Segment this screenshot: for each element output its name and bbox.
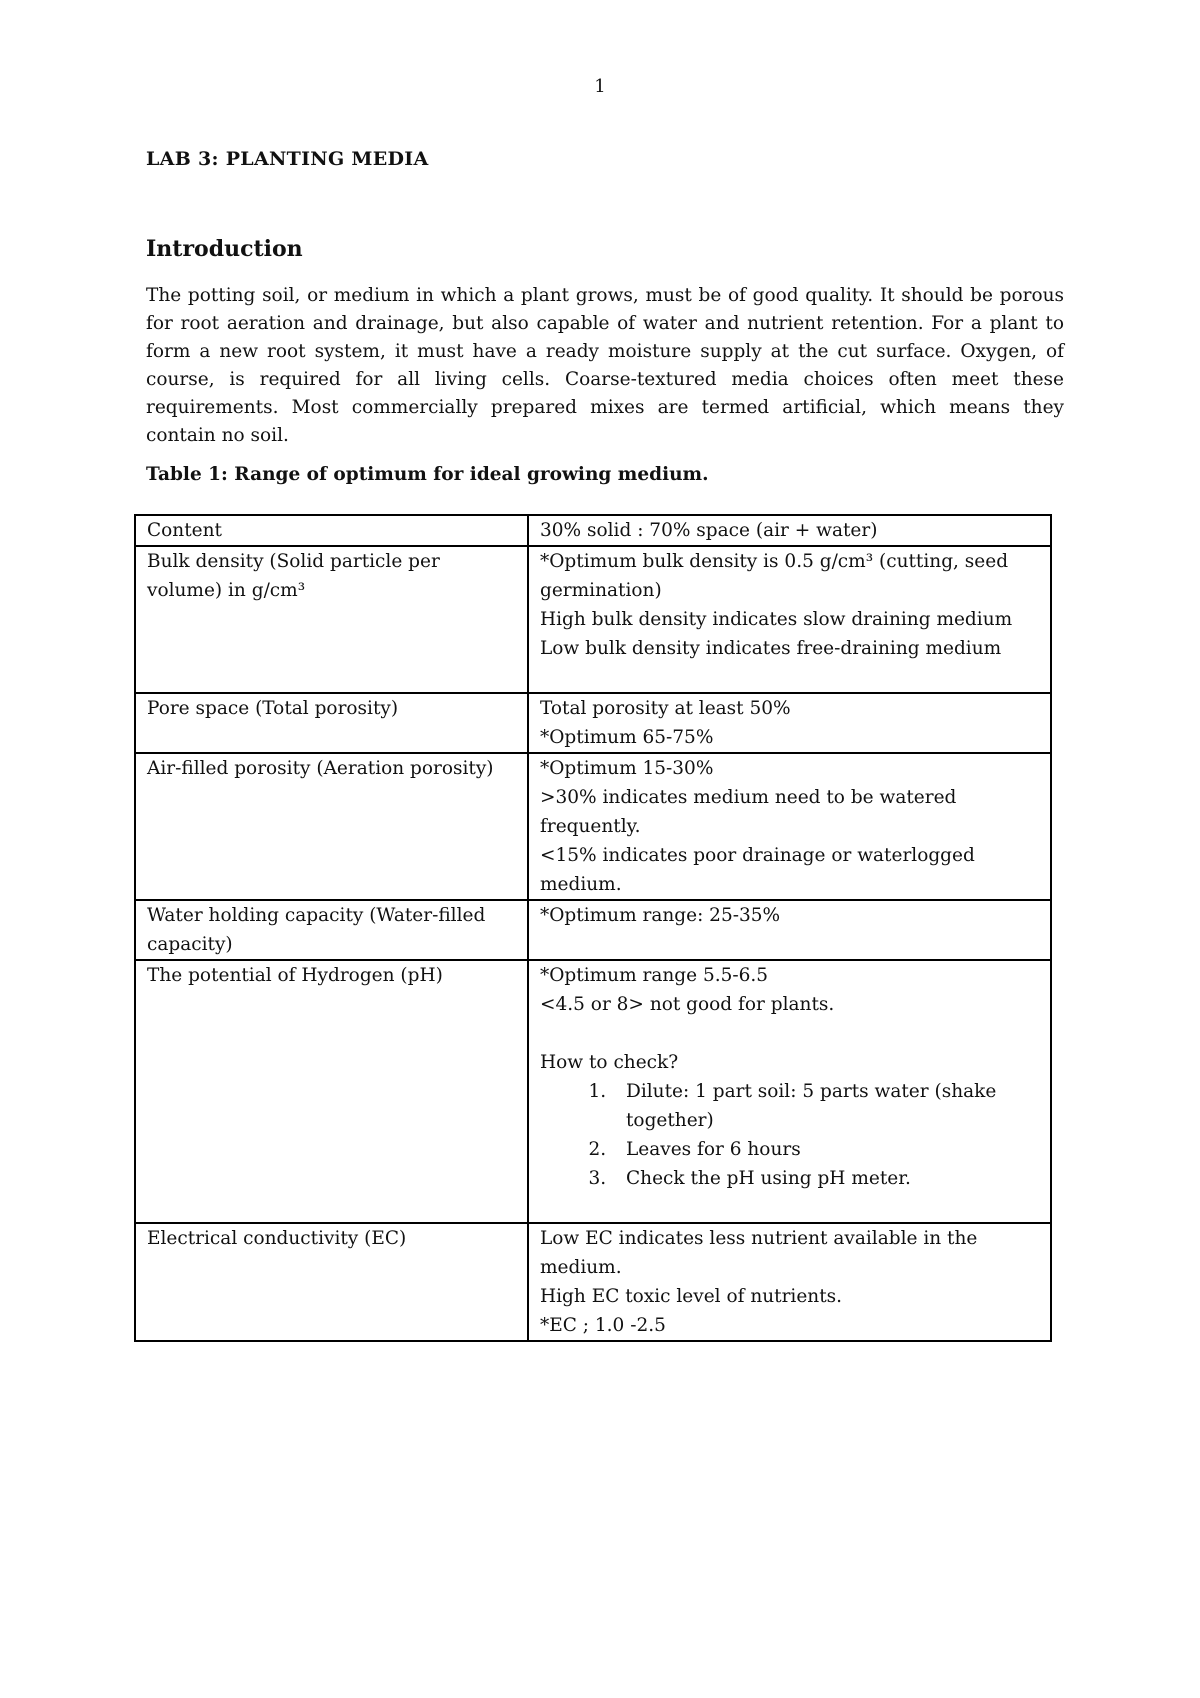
- parameter-cell: Content: [135, 515, 528, 546]
- parameter-cell: Water holding capacity (Water-filled capacity): [135, 900, 528, 960]
- list-item: 1. Dilute: 1 part soil: 5 parts water (shake together): [612, 1077, 1040, 1135]
- value-cell: [528, 515, 1051, 546]
- table-row: [135, 960, 1051, 1223]
- table-row: [135, 900, 1051, 960]
- growing-medium-table: [134, 514, 1052, 1342]
- value-line: *Optimum range: 25-35%: [540, 905, 781, 926]
- cell-spacer: [540, 663, 1040, 692]
- value-line: Total porosity at least 50%: [540, 698, 791, 719]
- value-cell: [528, 1223, 1051, 1341]
- value-line: *EC ; 1.0 -2.5: [540, 1315, 666, 1336]
- value-cell: [528, 753, 1051, 900]
- introduction-heading: Introduction: [146, 236, 303, 262]
- table-row: [135, 546, 1051, 693]
- parameter-cell: Bulk density (Solid particle per volume) in g/cm³: [135, 546, 528, 693]
- table-row: [135, 693, 1051, 753]
- cell-spacer: [540, 1193, 1040, 1222]
- ph-check-steps: [540, 1077, 1040, 1193]
- value-cell: [528, 900, 1051, 960]
- lab-title: LAB 3: PLANTING MEDIA: [146, 148, 429, 170]
- parameter-cell: The potential of Hydrogen (pH): [135, 960, 528, 1223]
- value-line: <4.5 or 8> not good for plants.: [540, 994, 835, 1015]
- value-cell: [528, 693, 1051, 753]
- page-number: 1: [594, 76, 606, 97]
- table-row: [135, 753, 1051, 900]
- value-line: 30% solid : 70% space (air + water): [540, 520, 878, 541]
- value-line: Low bulk density indicates free-draining medium: [540, 638, 1002, 659]
- value-line: <15% indicates poor drainage or waterlogged medium.: [540, 845, 975, 895]
- table-row: [135, 515, 1051, 546]
- value-line: High bulk density indicates slow draining medium: [540, 609, 1013, 630]
- introduction-paragraph: The potting soil, or medium in which a plant grows, must be of good quality. It should be porous for root aeration and drainage, but also capable of water and nutrient retention. For a plant to form a new root system, it must have a ready moisture supply at the cut surface. Oxygen, of course, is required for all living cells. Coarse-textured media choices often meet these requirements. Most commercially prepared mixes are termed artificial, which means they contain no soil.: [146, 285, 1064, 446]
- table-row: [135, 1223, 1051, 1341]
- how-to-check-label: How to check?: [540, 1052, 679, 1073]
- value-cell: [528, 546, 1051, 693]
- parameter-cell: Pore space (Total porosity): [135, 693, 528, 753]
- value-line: *Optimum 65-75%: [540, 727, 714, 748]
- parameter-cell: Air-filled porosity (Aeration porosity): [135, 753, 528, 900]
- value-cell: [528, 960, 1051, 1223]
- value-line: *Optimum bulk density is 0.5 g/cm³ (cutting, seed germination): [540, 551, 1009, 601]
- cell-spacer: [540, 1019, 1040, 1048]
- value-line: *Optimum range 5.5-6.5: [540, 965, 769, 986]
- value-line: Low EC indicates less nutrient available in the medium.: [540, 1228, 978, 1278]
- value-line: *Optimum 15-30%: [540, 758, 714, 779]
- parameter-cell: Electrical conductivity (EC): [135, 1223, 528, 1341]
- value-line: High EC toxic level of nutrients.: [540, 1286, 843, 1307]
- list-item: 2. Leaves for 6 hours: [612, 1135, 1040, 1164]
- table-caption: Table 1: Range of optimum for ideal growing medium.: [146, 464, 709, 485]
- value-line: >30% indicates medium need to be watered frequently.: [540, 787, 957, 837]
- list-item: 3. Check the pH using pH meter.: [612, 1164, 1040, 1193]
